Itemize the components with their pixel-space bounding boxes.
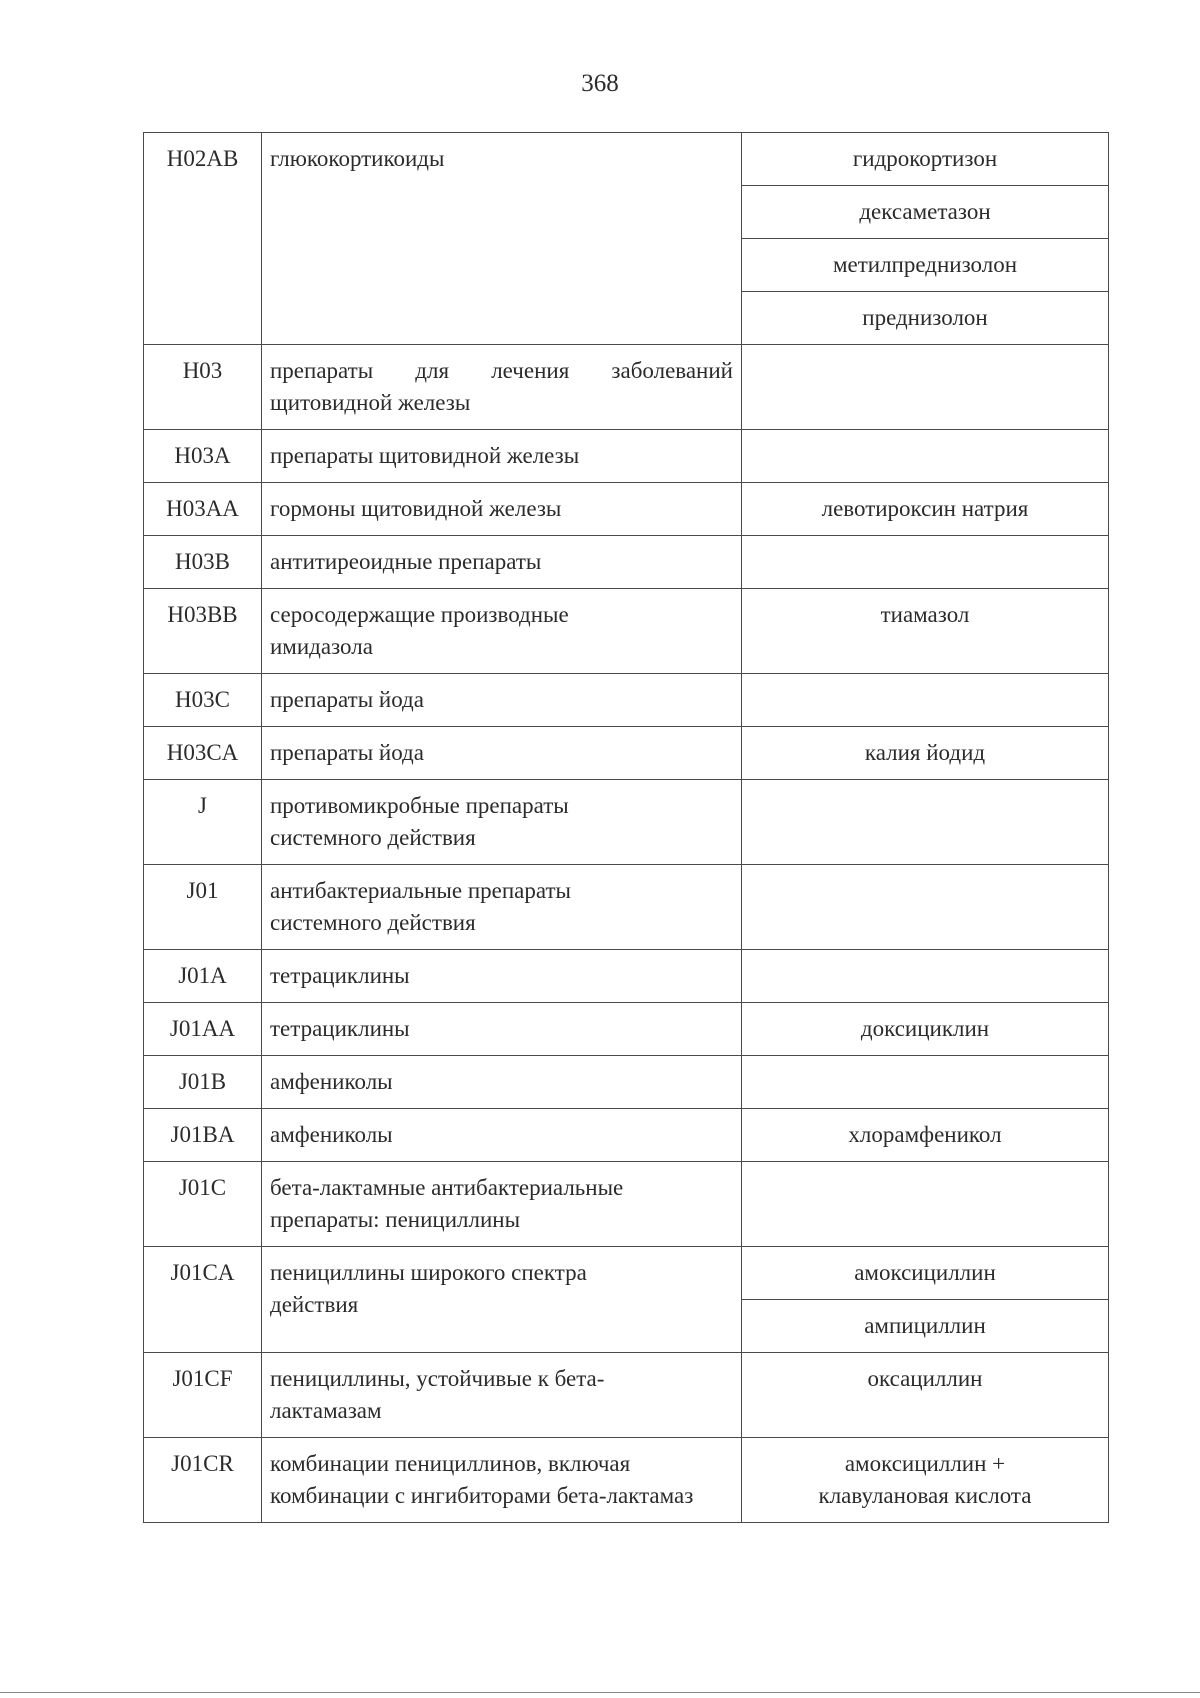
table-row: [144, 865, 1109, 950]
group-cell: [262, 1353, 742, 1438]
group-cell: [262, 780, 742, 865]
table-row: [144, 1247, 1109, 1353]
group-name: тетрациклины: [270, 963, 410, 988]
drug-cell: [742, 1109, 1109, 1162]
atc-code-cell: [144, 950, 262, 1003]
group-name: серосодержащие производные имидазола: [270, 602, 569, 659]
atc-code: H03BB: [167, 602, 238, 627]
drug-cell: [742, 430, 1109, 483]
atc-code-cell: [144, 780, 262, 865]
atc-code: H03C: [175, 687, 230, 712]
group-name: противомикробные препараты системного действия: [270, 793, 569, 850]
atc-code-cell: [144, 536, 262, 589]
atc-code: H03AA: [166, 496, 239, 521]
page-number: 368: [581, 70, 619, 97]
table-row: [144, 430, 1109, 483]
atc-code-cell: [144, 1003, 262, 1056]
atc-code: J01: [186, 878, 219, 903]
group-name: амфениколы: [270, 1069, 393, 1094]
atc-code: J01B: [178, 1069, 227, 1094]
group-name: препараты для лечения заболеваний щитовидной железы: [270, 358, 733, 415]
drug-name: метилпреднизолон: [742, 239, 1108, 292]
atc-code: J01CR: [171, 1451, 234, 1476]
group-cell: [262, 1247, 742, 1353]
group-cell: [262, 1162, 742, 1247]
atc-code-cell: [144, 483, 262, 536]
drug-name: калия йодид: [864, 740, 986, 765]
atc-code-cell: [144, 1109, 262, 1162]
drug-name: амоксициллин + клавулановая кислота: [818, 1451, 1032, 1508]
drug-cell: [742, 1353, 1109, 1438]
atc-code: J01CF: [172, 1366, 233, 1391]
atc-code-cell: [144, 727, 262, 780]
atc-code-cell: [144, 430, 262, 483]
group-cell: [262, 865, 742, 950]
group-name: тетрациклины: [270, 1016, 410, 1041]
atc-code-cell: [144, 1438, 262, 1523]
drug-cell: [742, 483, 1109, 536]
table-row: [144, 1438, 1109, 1523]
table-row: [144, 1003, 1109, 1056]
drug-cell: [742, 589, 1109, 674]
group-cell: [262, 1056, 742, 1109]
group-name: пенициллины, устойчивые к бета-лактамазам: [270, 1366, 605, 1423]
group-cell: [262, 1003, 742, 1056]
group-cell: [262, 430, 742, 483]
group-cell: [262, 133, 742, 345]
atc-code-cell: [144, 865, 262, 950]
table-row: [144, 483, 1109, 536]
group-name: амфениколы: [270, 1122, 393, 1147]
table-row: [144, 345, 1109, 430]
table-row: [144, 589, 1109, 674]
group-cell: [262, 345, 742, 430]
drug-cell: [742, 865, 1109, 950]
drug-name: хлорамфеникол: [848, 1122, 1002, 1147]
drug-cell: [742, 133, 1109, 345]
drug-cell: [742, 1003, 1109, 1056]
drug-name: гидрокортизон: [742, 133, 1108, 186]
drug-name: левотироксин натрия: [821, 496, 1029, 521]
table-row: [144, 1109, 1109, 1162]
drug-name: ампициллин: [864, 1313, 986, 1338]
group-cell: [262, 483, 742, 536]
atc-code-cell: [144, 345, 262, 430]
table-row: [144, 1162, 1109, 1247]
group-name: антибактериальные препараты системного действия: [270, 878, 571, 935]
atc-code: H03A: [174, 443, 231, 468]
atc-code-cell: [144, 1056, 262, 1109]
drug-name: оксациллин: [867, 1366, 983, 1391]
drug-cell: [742, 345, 1109, 430]
group-name: антитиреоидные препараты: [270, 549, 542, 574]
drug-name: преднизолон: [862, 305, 988, 330]
drug-cell: [742, 1162, 1109, 1247]
group-name: бета-лактамные антибактериальные препараты: пенициллины: [270, 1175, 624, 1232]
drug-cell: [742, 727, 1109, 780]
atc-code: J01AA: [169, 1016, 236, 1041]
table-row: [144, 1353, 1109, 1438]
table-row: [144, 536, 1109, 589]
group-name: препараты йода: [270, 740, 424, 765]
page-bottom-rule: [0, 1692, 1200, 1693]
group-name: гормоны щитовидной железы: [270, 496, 562, 521]
atc-code: J01CA: [170, 1260, 235, 1285]
drug-name: тиамазол: [880, 602, 970, 627]
drug-name: амоксициллин: [742, 1247, 1108, 1300]
atc-code: J01A: [178, 963, 227, 988]
atc-code: J01BA: [170, 1122, 235, 1147]
drug-cell: [742, 950, 1109, 1003]
group-name: препараты йода: [270, 687, 424, 712]
drug-cell: [742, 674, 1109, 727]
atc-code: H03B: [175, 549, 230, 574]
atc-classification-table: [143, 132, 1109, 1523]
drug-cell: [742, 1438, 1109, 1523]
group-name: препараты щитовидной железы: [270, 443, 580, 468]
drug-cell: [742, 1247, 1109, 1353]
atc-code-cell: [144, 1162, 262, 1247]
atc-code: H02AB: [166, 146, 239, 171]
table-row: [144, 780, 1109, 865]
group-cell: [262, 950, 742, 1003]
atc-code-cell: [144, 133, 262, 345]
table-row: [144, 727, 1109, 780]
group-cell: [262, 589, 742, 674]
atc-code-cell: [144, 1353, 262, 1438]
drug-name: доксициклин: [860, 1016, 990, 1041]
table-row: [144, 133, 1109, 345]
table-row: [144, 950, 1109, 1003]
group-cell: [262, 1438, 742, 1523]
atc-code: J: [198, 793, 207, 818]
drug-cell: [742, 1056, 1109, 1109]
table-row: [144, 674, 1109, 727]
drug-cell: [742, 780, 1109, 865]
drug-cell: [742, 536, 1109, 589]
group-cell: [262, 727, 742, 780]
atc-code: H03CA: [166, 740, 239, 765]
atc-code-cell: [144, 1247, 262, 1353]
group-cell: [262, 1109, 742, 1162]
group-name: комбинации пенициллинов, включая комбинации с ингибиторами бета-лактамаз: [270, 1451, 694, 1508]
atc-code-cell: [144, 674, 262, 727]
drug-name: дексаметазон: [742, 186, 1108, 239]
group-cell: [262, 536, 742, 589]
table-row: [144, 1056, 1109, 1109]
group-cell: [262, 674, 742, 727]
group-name: пенициллины широкого спектра действия: [270, 1260, 587, 1317]
atc-code-cell: [144, 589, 262, 674]
atc-code: H03: [182, 358, 223, 383]
group-name: глюкокортикоиды: [270, 146, 445, 171]
atc-code: J01C: [178, 1175, 227, 1200]
